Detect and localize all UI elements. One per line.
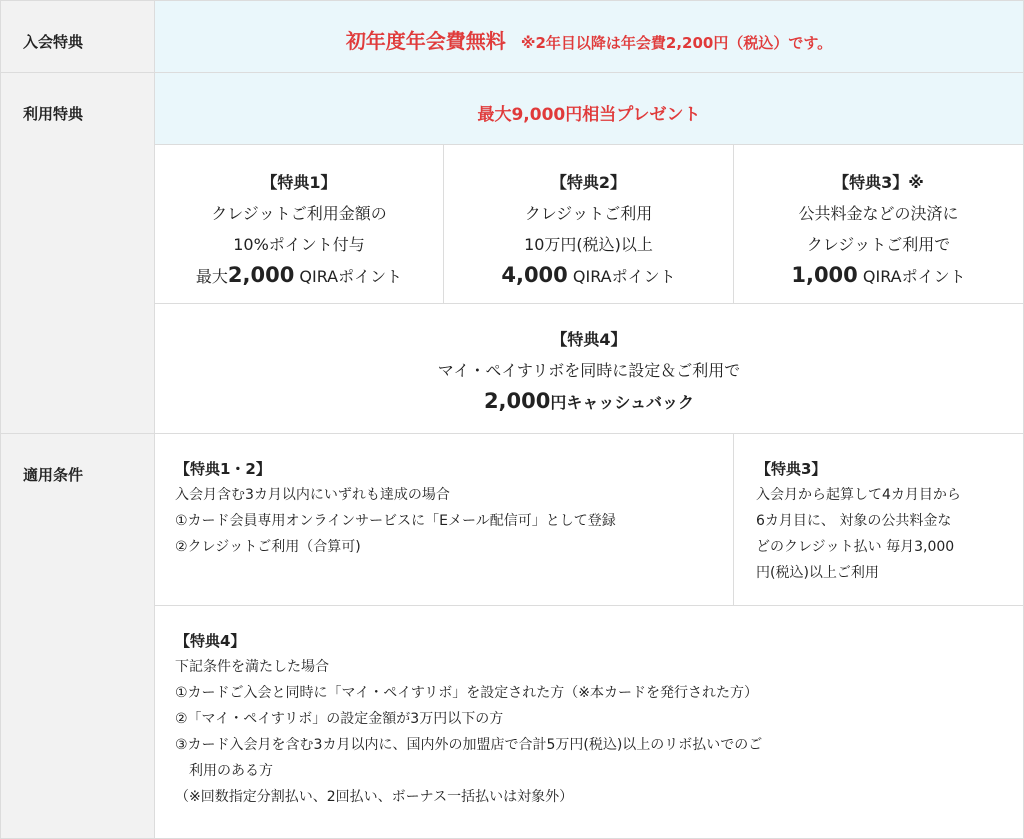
usage-label-cell [0, 72, 155, 434]
condition-4-line-0: 下記条件を満たした場合 [175, 659, 329, 675]
usage-headline-cell [154, 72, 1024, 145]
condition-12-line-2: ②クレジットご利用（合算可) [175, 539, 361, 555]
benefit-1-line1: クレジットご利用金額の [211, 204, 387, 223]
benefit-2-amount: 4,000 [501, 263, 568, 287]
benefit-3-title: 【特典3】※ [833, 173, 924, 192]
admission-highlight: 初年度年会費無料 [345, 29, 506, 53]
admission-note: ※2年目以降は年会費2,200円（税込）です。 [520, 34, 833, 52]
condition-3-title: 【特典3】 [756, 460, 827, 478]
benefit-2-line1: クレジットご利用 [524, 204, 653, 223]
condition-3-line-2: どのクレジット払い 毎月3,000 [756, 539, 955, 555]
condition-12-line-1: ①カード会員専用オンラインサービスに「Eメール配信可」として登録 [175, 513, 616, 529]
condition-3-line-3: 円(税込)以上ご利用 [756, 565, 879, 581]
usage-label: 利用特典 [23, 105, 84, 123]
benefit-4-cell [154, 303, 1024, 434]
condition-4-line-2: ②「マイ・ペイすリボ」の設定金額が3万円以下の方 [175, 711, 504, 727]
benefit-4-line1: マイ・ペイすリボを同時に設定＆ご利用で [437, 361, 741, 380]
condition-12-cell [154, 433, 734, 606]
benefit-1-suffix: QIRAポイント [294, 267, 403, 286]
benefit-1-amount: 2,000 [227, 263, 295, 287]
condition-3-cell [733, 433, 1024, 606]
benefit-2-cell [443, 144, 734, 304]
benefit-3-suffix: QIRAポイント [857, 267, 966, 286]
condition-4-line-3: ③カード入会月を含む3カ月以内に、国内外の加盟店で合計5万円(税込)以上のリボ払いでのご [175, 737, 763, 753]
condition-4-line-1: ①カードご入会と同時に「マイ・ペイすリボ」を設定された方（※本カードを発行された方） [175, 685, 759, 701]
benefit-1-prefix: 最大 [195, 267, 228, 286]
usage-headline: 最大9,000円相当プレゼント [477, 105, 701, 125]
condition-4-cell [154, 605, 1024, 839]
condition-4-title: 【特典4】 [175, 632, 246, 650]
benefit-4-title: 【特典4】 [551, 330, 627, 349]
benefit-1-cell [154, 144, 444, 304]
benefit-2-line2: 10万円(税込)以上 [524, 235, 653, 254]
benefit-3-line2: クレジットご利用で [806, 235, 951, 254]
benefit-4-suffix: 円キャッシュバック [550, 393, 695, 412]
admission-label-cell [0, 0, 155, 73]
benefit-3-line1: 公共料金などの決済に [798, 204, 959, 223]
condition-12-title: 【特典1・2】 [175, 460, 271, 478]
benefit-2-title: 【特典2】 [550, 173, 627, 192]
benefit-3-amount: 1,000 [791, 263, 858, 287]
condition-12-line-0: 入会月含む3カ月以内にいずれも達成の場合 [175, 487, 450, 503]
condition-4-line-5: （※回数指定分割払い、2回払い、ボーナス一括払いは対象外） [175, 789, 574, 805]
admission-label: 入会特典 [23, 33, 84, 51]
benefit-1-line2: 10%ポイント付与 [233, 235, 365, 254]
conditions-label: 適用条件 [23, 466, 84, 484]
admission-content-cell [154, 0, 1024, 73]
benefit-1-title: 【特典1】 [261, 173, 337, 192]
condition-3-line-0: 入会月から起算して4カ月目から [756, 487, 961, 503]
benefit-3-cell [733, 144, 1024, 304]
benefit-4-amount: 2,000 [483, 389, 551, 413]
condition-4-line-4: 利用のある方 [175, 763, 273, 779]
conditions-label-cell [0, 433, 155, 839]
benefit-2-suffix: QIRAポイント [567, 267, 676, 286]
condition-3-line-1: 6カ月目に、 対象の公共料金な [756, 513, 952, 529]
